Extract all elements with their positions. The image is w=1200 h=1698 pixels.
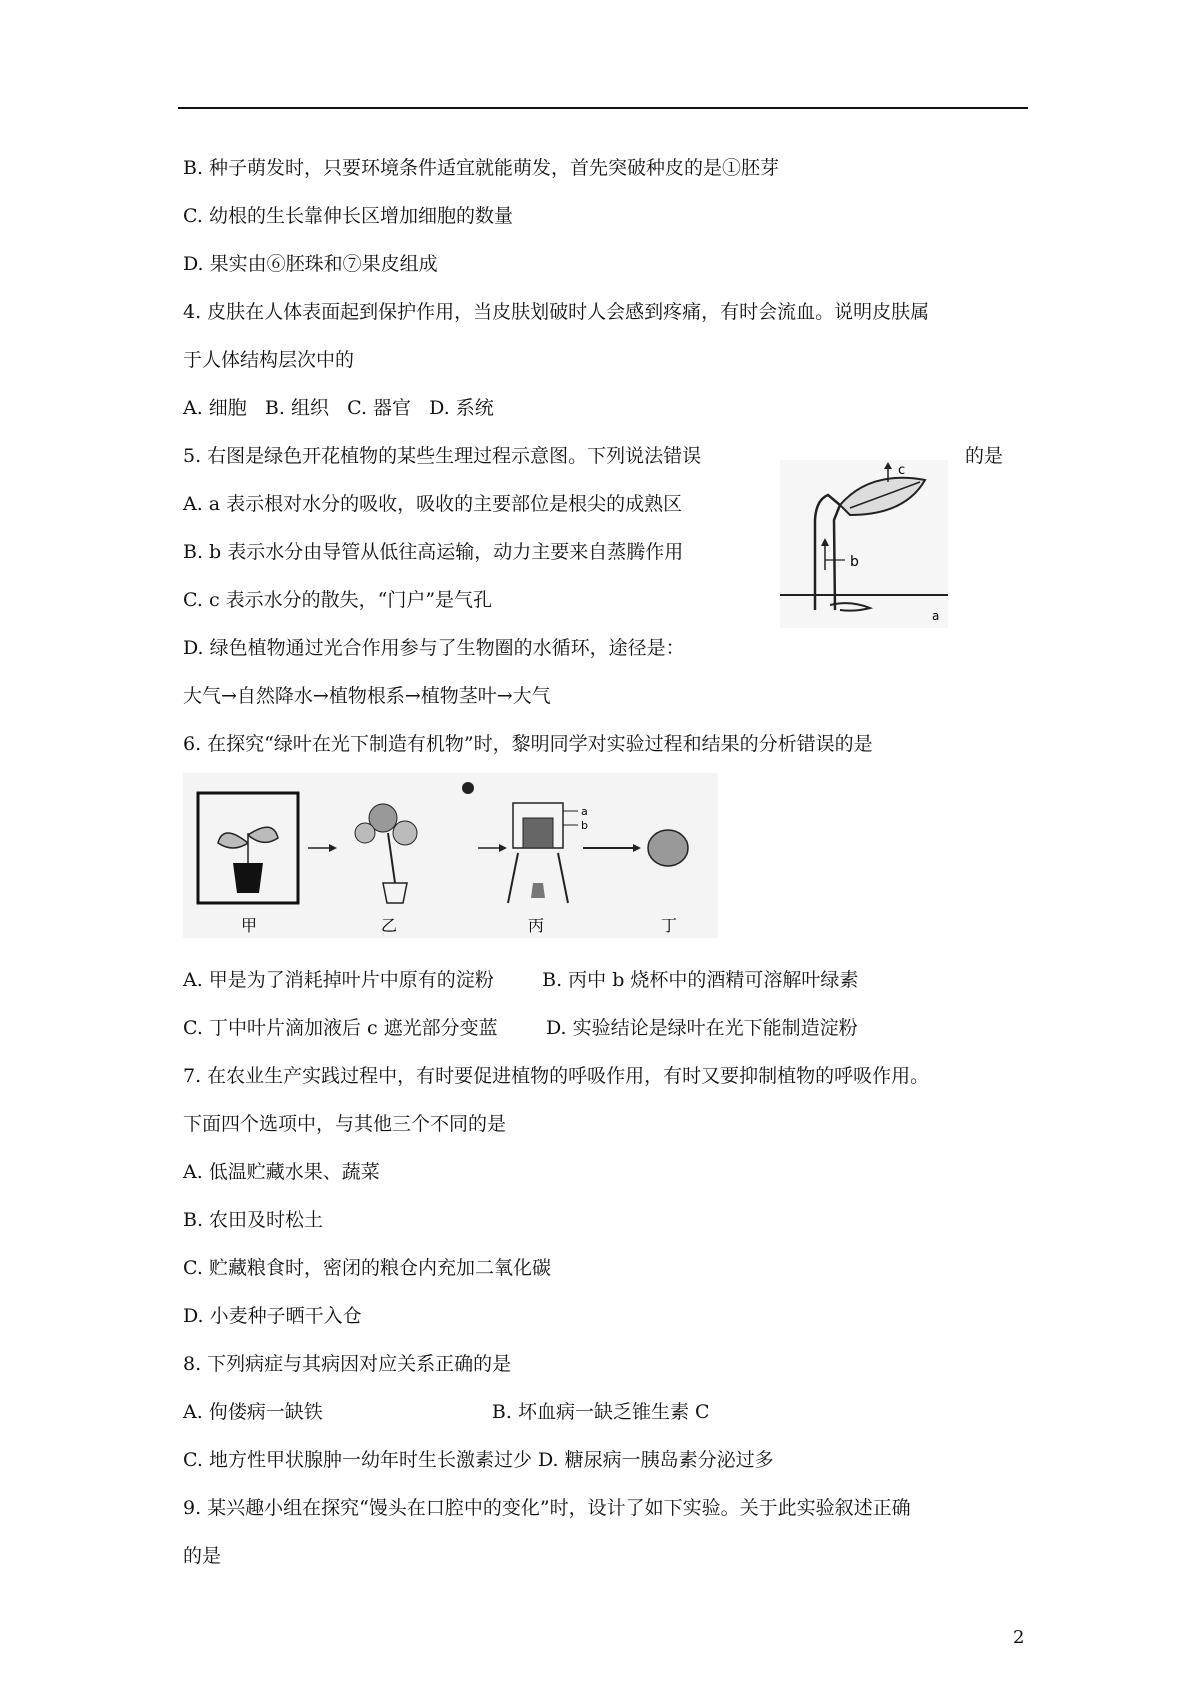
question-4-options: A. 细胞 B. 组织 C. 器官 D. 系统 [183,397,494,419]
question-6-options-cd: C. 丁中叶片滴加液后 c 遮光部分变蓝 D. 实验结论是绿叶在光下能制造淀粉 [183,1017,858,1039]
question-9-line-2: 的是 [183,1545,222,1567]
question-4-line-2: 于人体结构层次中的 [183,349,355,371]
plant-diagram [780,460,948,628]
question-5-option-c: C. c 表示水分的散失，“门户”是气孔 [183,589,493,611]
label-beaker-b: b [581,819,588,832]
plant-water-cycle-figure [780,460,948,628]
question-7-option-d: D. 小麦种子晒干入仓 [183,1305,362,1327]
question-5-option-a: A. a 表示根对水分的吸收，吸收的主要部位是根尖的成熟区 [183,493,683,515]
question-7-option-b: B. 农田及时松土 [183,1209,324,1231]
text-line: D. 果实由⑥胚珠和⑦果皮组成 [183,253,438,275]
question-4-line-1: 4. 皮肤在人体表面起到保护作用，当皮肤划破时人会感到疼痛，有时会流血。说明皮肤属 [183,301,930,323]
header-rule [178,107,1028,109]
question-5-stem: 5. 右图是绿色开花植物的某些生理过程示意图。下列说法错误 [183,445,702,467]
label-bing: 丙 [528,916,545,935]
question-7-line-2: 下面四个选项中，与其他三个不同的是 [183,1113,507,1135]
label-a: a [932,609,940,623]
question-8-stem: 8. 下列病症与其病因对应关系正确的是 [183,1353,512,1375]
question-6-stem: 6. 在探究“绿叶在光下制造有机物”时，黎明同学对实验过程和结果的分析错误的是 [183,733,873,755]
question-5-option-d: D. 绿色植物通过光合作用参与了生物圈的水循环，途径是： [183,637,685,659]
question-7-option-a: A. 低温贮藏水果、蔬菜 [183,1161,380,1183]
label-jia: 甲 [241,916,258,935]
question-7-option-c: C. 贮藏粮食时，密闭的粮仓内充加二氧化碳 [183,1257,551,1279]
question-6-options-ab: A. 甲是为了消耗掉叶片中原有的淀粉 B. 丙中 b 烧杯中的酒精可溶解叶绿素 [183,969,859,991]
question-5-option-d-cont: 大气→自然降水→植物根系→植物茎叶→大气 [183,685,551,707]
experiment-diagram [183,773,718,938]
text-line: C. 幼根的生长靠伸长区增加细胞的数量 [183,205,513,227]
question-8-options-cd: C. 地方性甲状腺肿一幼年时生长激素过少 D. 糖尿病一胰岛素分泌过多 [183,1449,774,1471]
question-5-stem-tail: 的是 [965,445,1004,467]
label-beaker-a: a [581,805,588,818]
question-5-option-b: B. b 表示水分由导管从低往高运输，动力主要来自蒸腾作用 [183,541,684,563]
question-9-line-1: 9. 某兴趣小组在探究“馒头在口腔中的变化”时，设计了如下实验。关于此实验叙述正确 [183,1497,911,1519]
question-8-options-ab: A. 佝偻病一缺铁 B. 坏血病一缺乏锥生素 C [183,1401,710,1423]
question-7-line-1: 7. 在农业生产实践过程中，有时要促进植物的呼吸作用，有时又要抑制植物的呼吸作用。 [183,1065,930,1087]
label-ding: 丁 [661,916,678,935]
page-number: 2 [1013,1627,1025,1648]
experiment-steps-figure [183,773,718,938]
text-line: B. 种子萌发时，只要环境条件适宜就能萌发，首先突破种皮的是①胚芽 [183,157,780,179]
label-b: b [850,554,859,570]
label-yi: 乙 [381,916,398,935]
label-c: c [898,463,906,478]
